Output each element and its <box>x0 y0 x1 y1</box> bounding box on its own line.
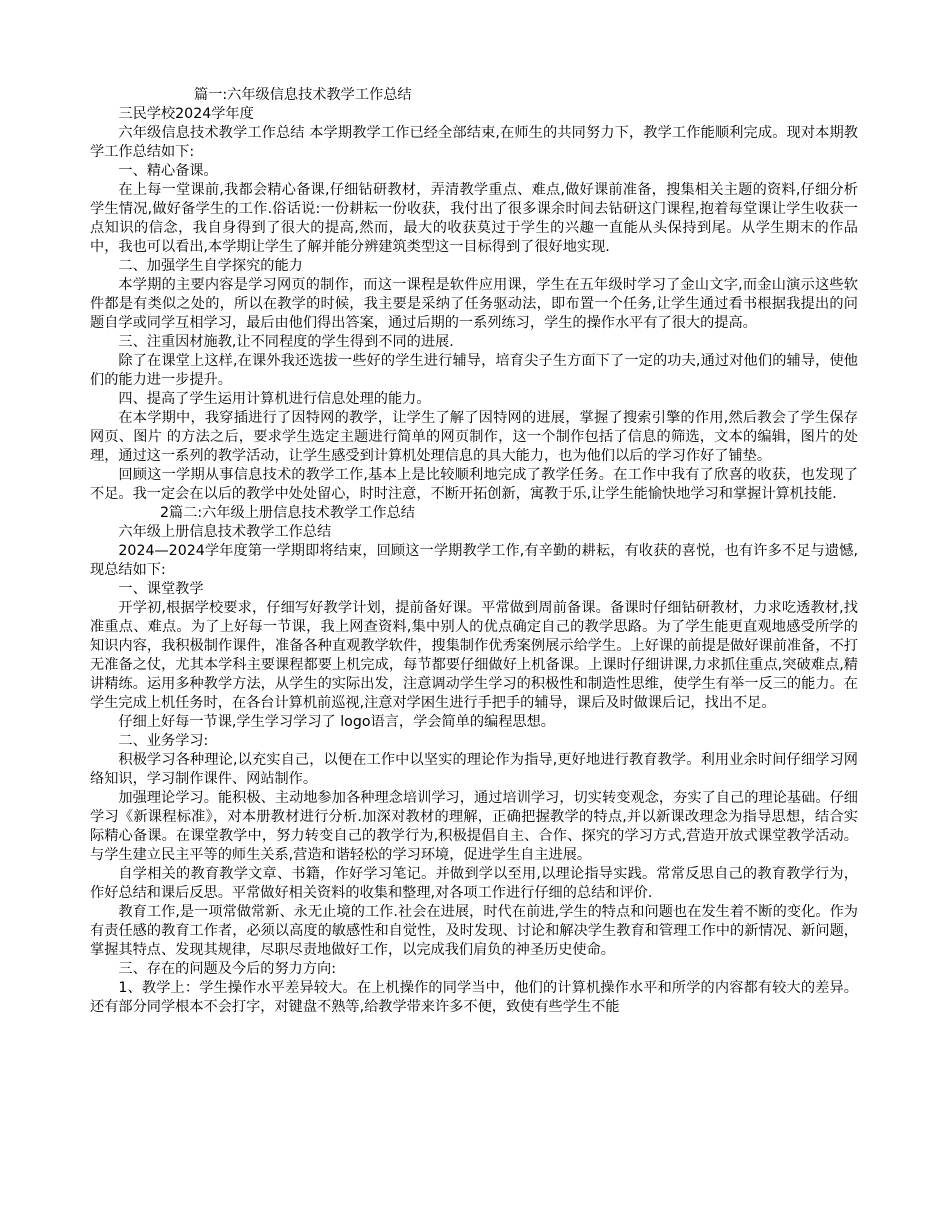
paragraph: 一、课堂教学 <box>118 581 204 597</box>
paragraph: 六年级信息技术教学工作总结 本学期教学工作已经全部结束,在师生的共同努力下，教学工作能顺利完成。现对本期教学工作总结如下: <box>90 125 858 160</box>
paragraph: 一、精心备课。 <box>118 163 218 179</box>
paragraph: 2024—2024学年度第一学期即将结束，回顾这一学期教学工作,有辛勤的耕耘，有收获的喜悦，也有许多不足与遗憾,现总结如下: <box>90 543 858 578</box>
paragraph: 1、教学上：学生操作水平差异较大。在上机操作的同学当中，他们的计算机操作水平和所学的内容都有较大的差异。还有部分同学根本不会打字，对键盘不熟等,给教学带来许多不便，致使有些学生不能 <box>90 980 858 1015</box>
paragraph: 在上每一堂课前,我都会精心备课,仔细钻研教材，弄清教学重点、难点,做好课前准备，搜集相关主题的资料,仔细分析学生情况,做好备学生的工作.俗话说:一份耕耘一份收获，我付出了很多课余时间去钻研这门课程,抱着每堂课让学生收获一点知识的信念，我自身得到了很大的提高,然而，最大的收获莫过于学生的兴趣一直能从头保持到尾。从学生期末的作品中，我也可以看出,本学期让学生了解并能分辨建筑类型这一目标得到了很好地实现. <box>90 182 858 255</box>
paragraph: 二、业务学习: <box>118 733 209 749</box>
paragraph: 回顾这一学期从事信息技术的教学工作,基本上是比较顺利地完成了教学任务。在工作中我有了欣喜的收获，也发现了不足。我一定会在以后的教学中处处留心，时时注意，不断开拓创新，寓教于乐,让学生能愉快地学习和掌握计算机技能. <box>90 467 858 502</box>
paragraph: 在本学期中，我穿插进行了因特网的教学，让学生了解了因特网的进展，掌握了搜索引擎的作用,然后教会了学生保存网页、图片 的方法之后，要求学生选定主题进行简单的网页制作，这一个制作包括了信息的筛选，文本的编辑，图片的处理，通过这一系列的教学活动，让学生感受到计算机处理信息的具大能力，也为他们以后的学习作好了铺垫。 <box>90 410 858 464</box>
paragraph: 教育工作,是一项常做常新、永无止境的工作.社会在进展，时代在前进,学生的特点和问题也在发生着不断的变化。作为有责任感的教育工作者，必须以高度的敏感性和自觉性，及时发现、讨论和解决学生教育和管理工作中的新情况、新问题，掌握其特点、发现其规律，尽职尽责地做好工作，以完成我们肩负的神圣历史使命。 <box>90 904 858 958</box>
paragraph: 开学初,根据学校要求，仔细写好教学计划，提前备好课。平常做到周前备课。备课时仔细钻研教材，力求吃透教材,找准重点、难点。为了上好每一节课，我上网查资料,集中别人的优点确定自己的教学思路。为了学生能更直观地感受所学的知识内容，我积极制作课件，准备各种直观教学软件，搜集制作优秀案例展示给学生。上好课的前提是做好课前准备，不打无准备之仗，尤其本学科主要课程都要上机完成，每节都要仔细做好上机备课。上课时仔细讲课,力求抓住重点,突破难点,精讲精练。运用多种教学方法，从学生的实际出发，注意调动学生学习的积极性和制造性思维，使学生有举一反三的能力。在学生完成上机任务时，在各台计算机前巡视,注意对学困生进行手把手的辅导，课后及时做课后记，找出不足。 <box>90 600 858 711</box>
paragraph: 三民学校2024学年度 <box>118 106 254 122</box>
paragraph: 六年级上册信息技术教学工作总结 <box>118 524 332 540</box>
document-body <box>90 86 858 1017</box>
paragraph: 二、加强学生自学探究的能力 <box>118 258 303 274</box>
paragraph: 除了在课堂上这样,在课外我还选拔一些好的学生进行辅导，培育尖子生方面下了一定的功夫,通过对他们的辅导，使他们的能力进一步提升。 <box>90 353 858 388</box>
paragraph: 篇一:六年级信息技术教学工作总结 <box>194 87 412 103</box>
paragraph: 三、存在的问题及今后的努力方向: <box>118 961 336 977</box>
paragraph: 积极学习各种理论,以充实自己，以便在工作中以坚实的理论作为指导,更好地进行教育教学。利用业余时间仔细学习网络知识，学习制作课件、网站制作。 <box>90 752 858 787</box>
paragraph: 四、提高了学生运用计算机进行信息处理的能力。 <box>118 391 431 407</box>
paragraph: 加强理论学习。能积极、主动地参加各种理念培训学习，通过培训学习，切实转变观念，夯实了自己的理论基础。仔细学习《新课程标准》，对本册教材进行分析.加深对教材的理解，正确把握教学的特点,并以新课改理念为指导思想，结合实际精心备课。在课堂教学中，努力转变自己的教学行为,积极提倡自主、合作、探究的学习方式,营造开放式课堂教学活动。与学生建立民主平等的师生关系,营造和谐轻松的学习环境，促进学生自主进展。 <box>90 790 858 863</box>
paragraph: 三、注重因材施教,让不同程度的学生得到不同的进展. <box>118 334 454 350</box>
paragraph: 本学期的主要内容是学习网页的制作，而这一课程是软件应用课，学生在五年级时学习了金山文字,而金山演示这些软件都是有类似之处的，所以在教学的时候，我主要是采纳了任务驱动法，即布置一个任务,让学生通过看书根据我提出的问题自学或同学互相学习，最后由他们得出答案，通过后期的一系列练习，学生的操作水平有了很大的提高。 <box>90 277 858 331</box>
paragraph: 仔细上好每一节课,学生学习学习了 logo语言，学会简单的编程思想。 <box>118 714 555 730</box>
paragraph: 自学相关的教育教学文章、书籍，作好学习笔记。并做到学以至用,以理论指导实践。常常反思自己的教育教学行为，作好总结和课后反思。平常做好相关资料的收集和整理,对各项工作进行仔细的总结和评价. <box>90 866 858 901</box>
paragraph: 2篇二:六年级上册信息技术教学工作总结 <box>160 505 415 521</box>
